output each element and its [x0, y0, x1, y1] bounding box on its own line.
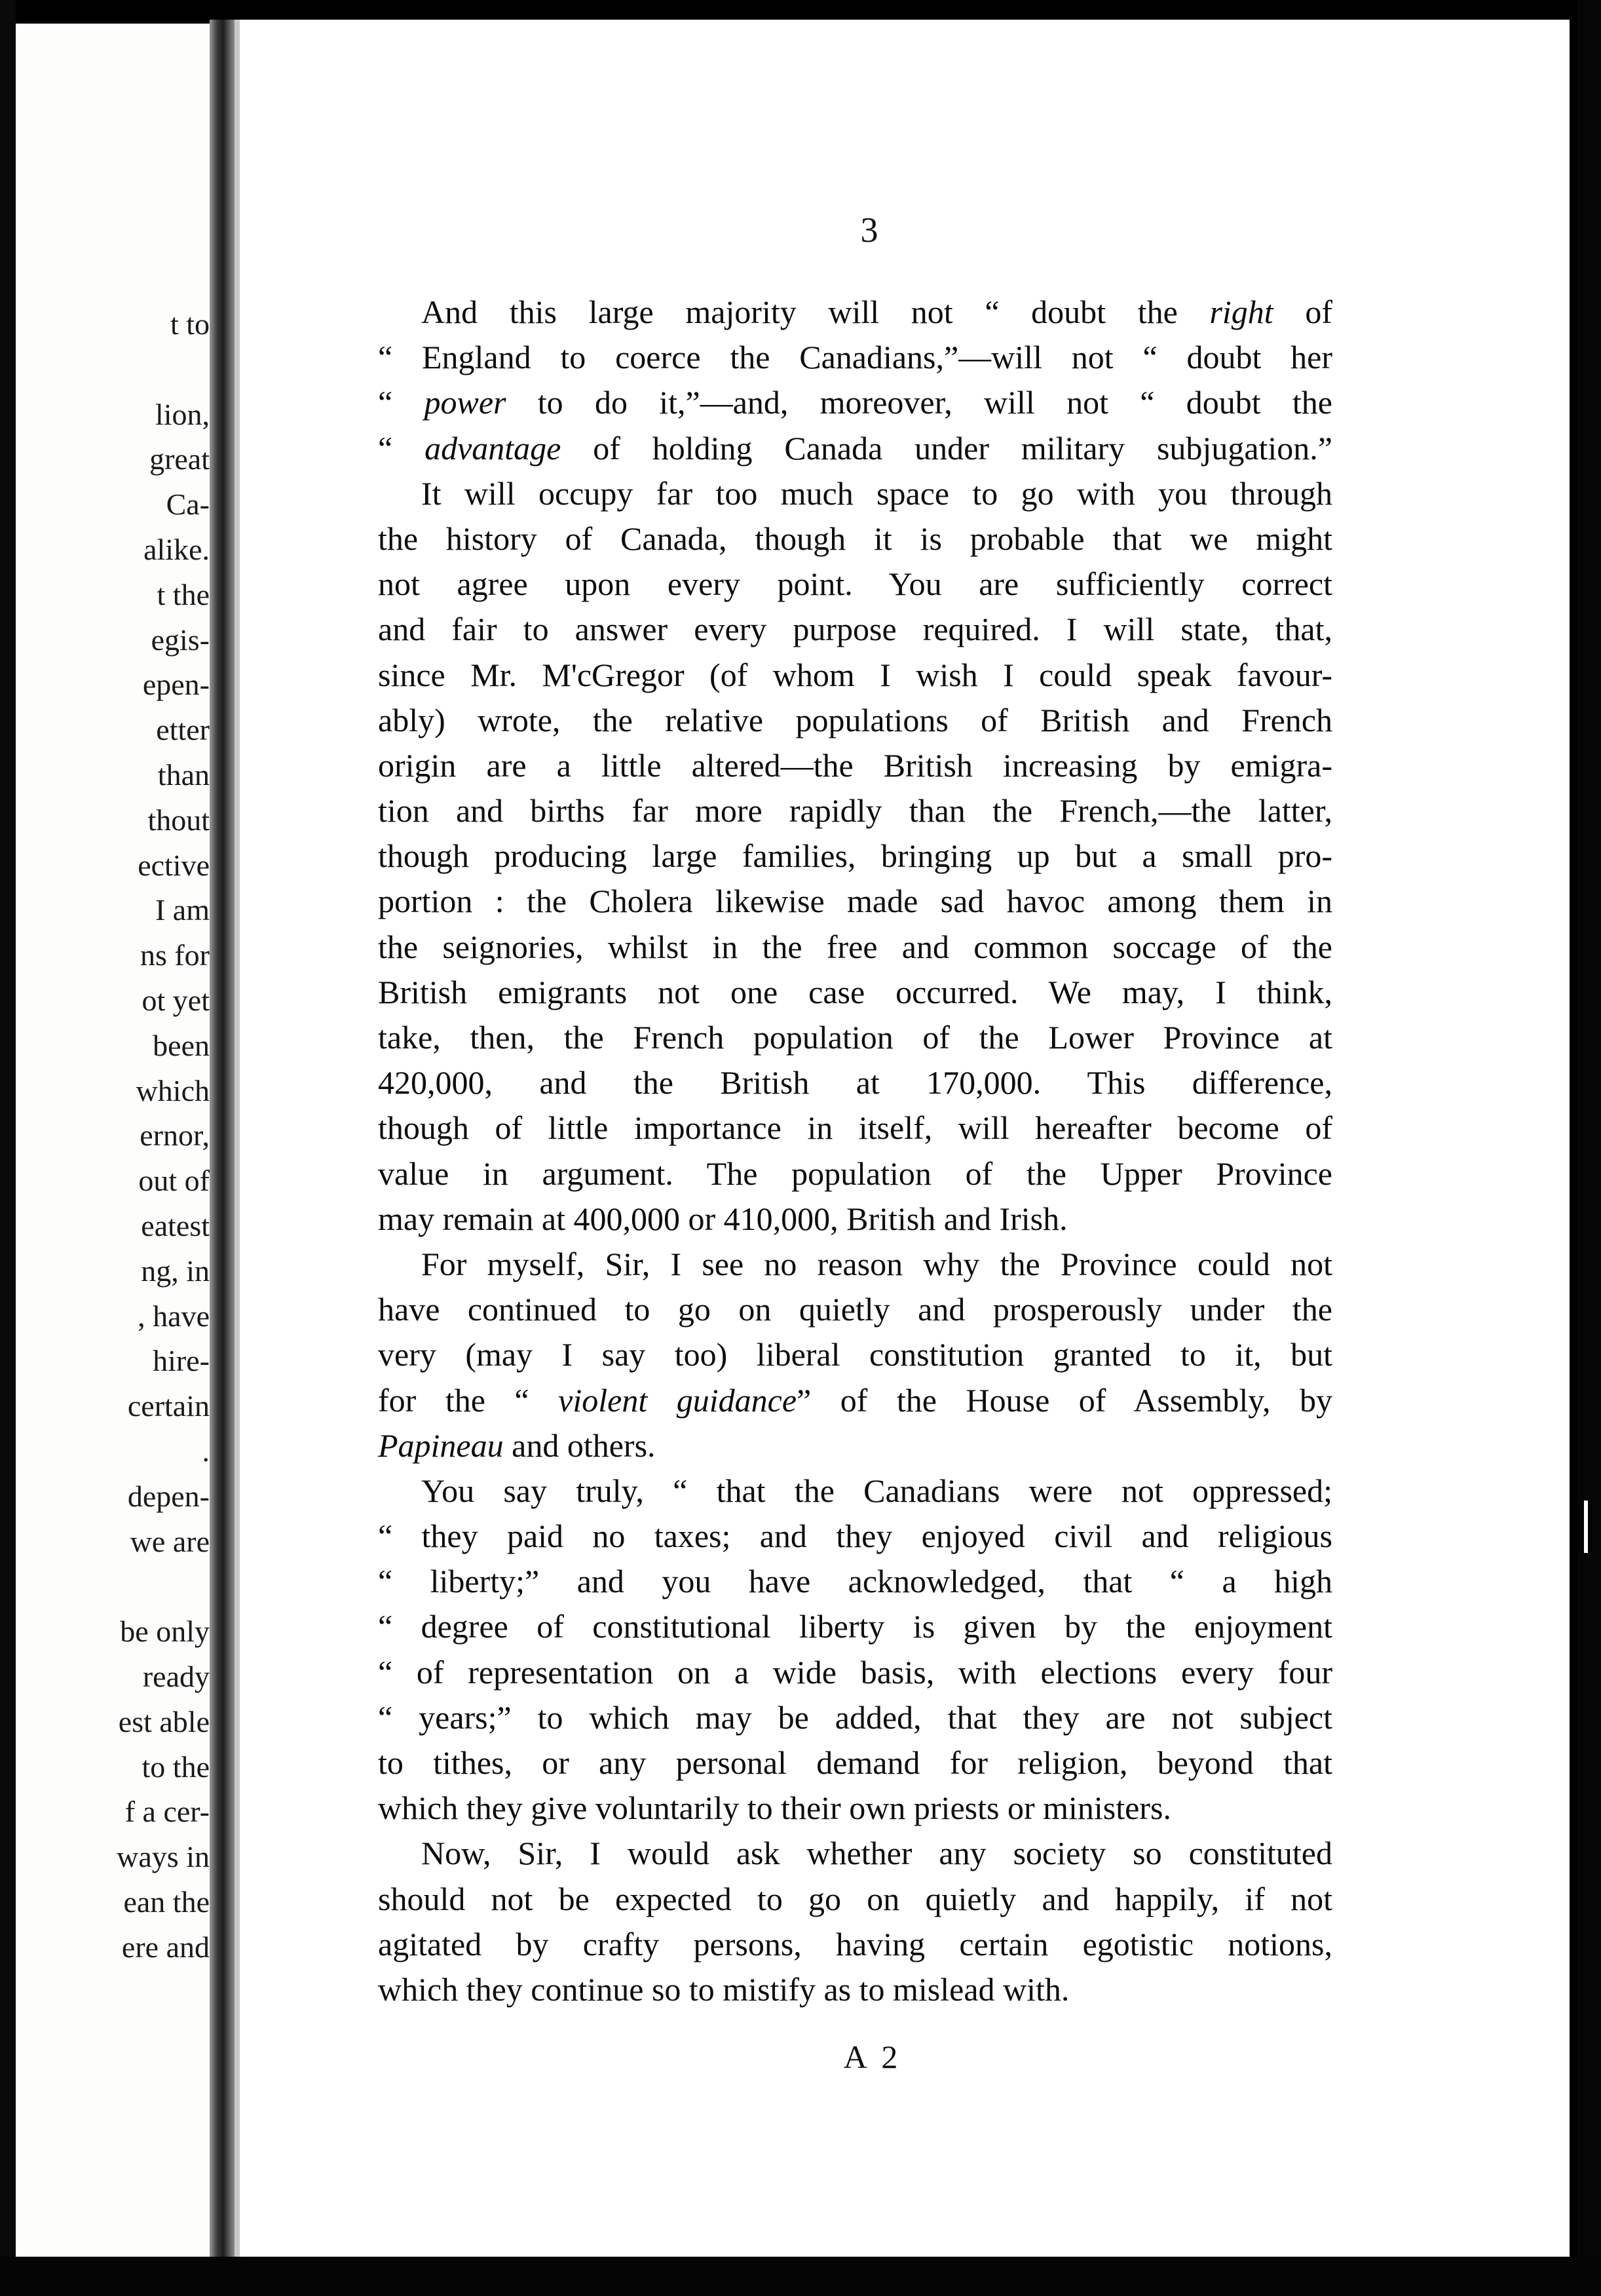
text-line: 420,000, and the British at 170,000. This difference,: [378, 1064, 1332, 1101]
text-line: British emigrants not one case occurred. We may, I think,: [378, 973, 1332, 1010]
facing-page-line: to the: [141, 1750, 210, 1784]
facing-page-line: than: [157, 757, 210, 792]
facing-page-line: ean the: [123, 1885, 210, 1919]
facing-page-line: ective: [138, 848, 210, 882]
facing-page-line: out of: [138, 1164, 210, 1198]
facing-page-line: etter: [156, 713, 210, 747]
book-gutter: [210, 20, 235, 2261]
text-line: It will occupy far too much space to go with you through: [421, 474, 1332, 512]
scan-border-left: [0, 0, 16, 2296]
text-line: may remain at 400,000 or 410,000, British and Irish.: [378, 1200, 1068, 1237]
facing-page-line: [117, 1564, 210, 1609]
scan-border-right: [1577, 0, 1601, 2296]
text-line: though of little importance in itself, will hereafter become of: [378, 1109, 1332, 1147]
text-line: the history of Canada, though it is probable that we might: [378, 520, 1332, 557]
facing-page-line: I am: [155, 893, 210, 927]
page-number: 3: [860, 210, 878, 250]
facing-page-text: [51, 302, 210, 1970]
text-line: “ advantage of holding Canada under military subjugation.”: [378, 429, 1332, 467]
facing-page-line: depen-: [127, 1479, 210, 1513]
facing-page-line: ere and: [121, 1930, 210, 1964]
text-line: Papineau and others.: [378, 1426, 656, 1464]
facing-page-line: been: [153, 1028, 210, 1062]
facing-page-line: Ca-: [166, 488, 210, 522]
facing-page-line: f a cer-: [124, 1795, 210, 1829]
text-line: “ of representation on a wide basis, with elections every four: [378, 1653, 1332, 1691]
emphasis: Papineau: [378, 1426, 504, 1464]
facing-page-line: est able: [118, 1704, 210, 1738]
text-line: origin are a little altered—the British increasing by emigra-: [378, 746, 1332, 784]
facing-page-line: great: [149, 442, 210, 476]
text-line: For myself, Sir, I see no reason why the Province could not: [421, 1245, 1332, 1282]
facing-page: [16, 24, 210, 2257]
facing-page-line: be only: [120, 1615, 210, 1649]
facing-page-line: certain: [127, 1389, 210, 1423]
facing-page-line: ready: [142, 1659, 210, 1693]
facing-page-line: ot yet: [141, 983, 210, 1017]
text-line: “ they paid no taxes; and they enjoyed civil and religious: [378, 1518, 1332, 1555]
text-line: “ years;” to which may be added, that they are not subject: [378, 1698, 1332, 1736]
scan-artifact: [1584, 1501, 1588, 1553]
text-line: ably) wrote, the relative populations of British and French: [378, 701, 1332, 738]
facing-page-line: lion,: [155, 397, 210, 431]
text-line: tion and births far more rapidly than the French,—the latter,: [378, 792, 1332, 830]
text-line: “ England to coerce the Canadians,”—will not “ doubt her: [378, 339, 1332, 376]
text-line: “ power to do it,”—and, moreover, will not “ doubt the: [378, 384, 1332, 421]
emphasis: violent guidance: [558, 1381, 797, 1419]
facing-page-line: .: [202, 1434, 210, 1468]
facing-page-line: ng, in: [141, 1253, 210, 1288]
emphasis: right: [1209, 294, 1273, 330]
facing-page-line: [117, 347, 210, 392]
text-line: which they continue so to mistify as to mislead with.: [378, 1970, 1070, 2008]
text-line: And this large majority will not “ doubt the right of: [421, 294, 1333, 330]
text-line: though producing large families, bringing up but a small pro-: [378, 837, 1332, 875]
text-line: should not be expected to go on quietly and happily, if not: [378, 1880, 1332, 1917]
facing-page-line: , have: [138, 1299, 210, 1333]
facing-page-line: egis-: [151, 622, 210, 657]
text-line: take, then, the French population of the Lower Province at: [378, 1019, 1332, 1056]
text-line: portion : the Cholera likewise made sad havoc among them in: [378, 883, 1332, 920]
text-line: the seignories, whilst in the free and common soccage of the: [378, 928, 1332, 965]
facing-page-line: t the: [157, 577, 210, 611]
text-line: have continued to go on quietly and prosperously under the: [378, 1291, 1332, 1328]
emphasis: advantage: [424, 429, 561, 467]
facing-page-line: alike.: [143, 532, 210, 566]
emphasis: power: [424, 384, 506, 421]
text-line: very (may I say too) liberal constitution granted to it, but: [378, 1336, 1332, 1373]
facing-page-line: ernor,: [140, 1119, 210, 1153]
facing-page-line: hire-: [153, 1344, 210, 1378]
gutter-shadow: [235, 20, 240, 2261]
scan-border-bottom: [0, 2257, 1601, 2296]
text-line: You say truly, “ that the Canadians were not oppressed;: [421, 1472, 1332, 1509]
text-line: Now, Sir, I would ask whether any society so constituted: [421, 1835, 1332, 1872]
text-line: which they give voluntarily to their own priests or ministers.: [378, 1789, 1171, 1827]
text-line: and fair to answer every purpose required. I will state, that,: [378, 611, 1332, 648]
main-page: [240, 20, 1570, 2257]
facing-page-line: ns for: [140, 938, 210, 972]
facing-page-line: ways in: [117, 1840, 210, 1874]
facing-page-line: epen-: [142, 668, 210, 702]
facing-page-line: thout: [147, 803, 210, 837]
facing-page-line: which: [136, 1073, 210, 1107]
text-line: value in argument. The population of the Upper Province: [378, 1155, 1332, 1192]
facing-page-line: we are: [130, 1524, 210, 1558]
facing-page-line: eatest: [141, 1208, 210, 1242]
facing-page-line: t to: [170, 307, 210, 341]
text-line: “ degree of constitutional liberty is given by the enjoyment: [378, 1608, 1332, 1645]
text-line: for the “ violent guidance” of the House of Assembly, by: [378, 1381, 1332, 1419]
text-line: “ liberty;” and you have acknowledged, that “ a high: [378, 1563, 1332, 1600]
text-line: not agree upon every point. You are sufficiently correct: [378, 565, 1332, 603]
body-text: [378, 290, 1332, 2012]
text-line: to tithes, or any personal demand for religion, beyond that: [378, 1744, 1332, 1781]
text-line: since Mr. M'cGregor (of whom I wish I could speak favour-: [378, 656, 1332, 693]
text-line: agitated by crafty persons, having certain egotistic notions,: [378, 1925, 1332, 1962]
signature-mark: A 2: [843, 2038, 902, 2075]
